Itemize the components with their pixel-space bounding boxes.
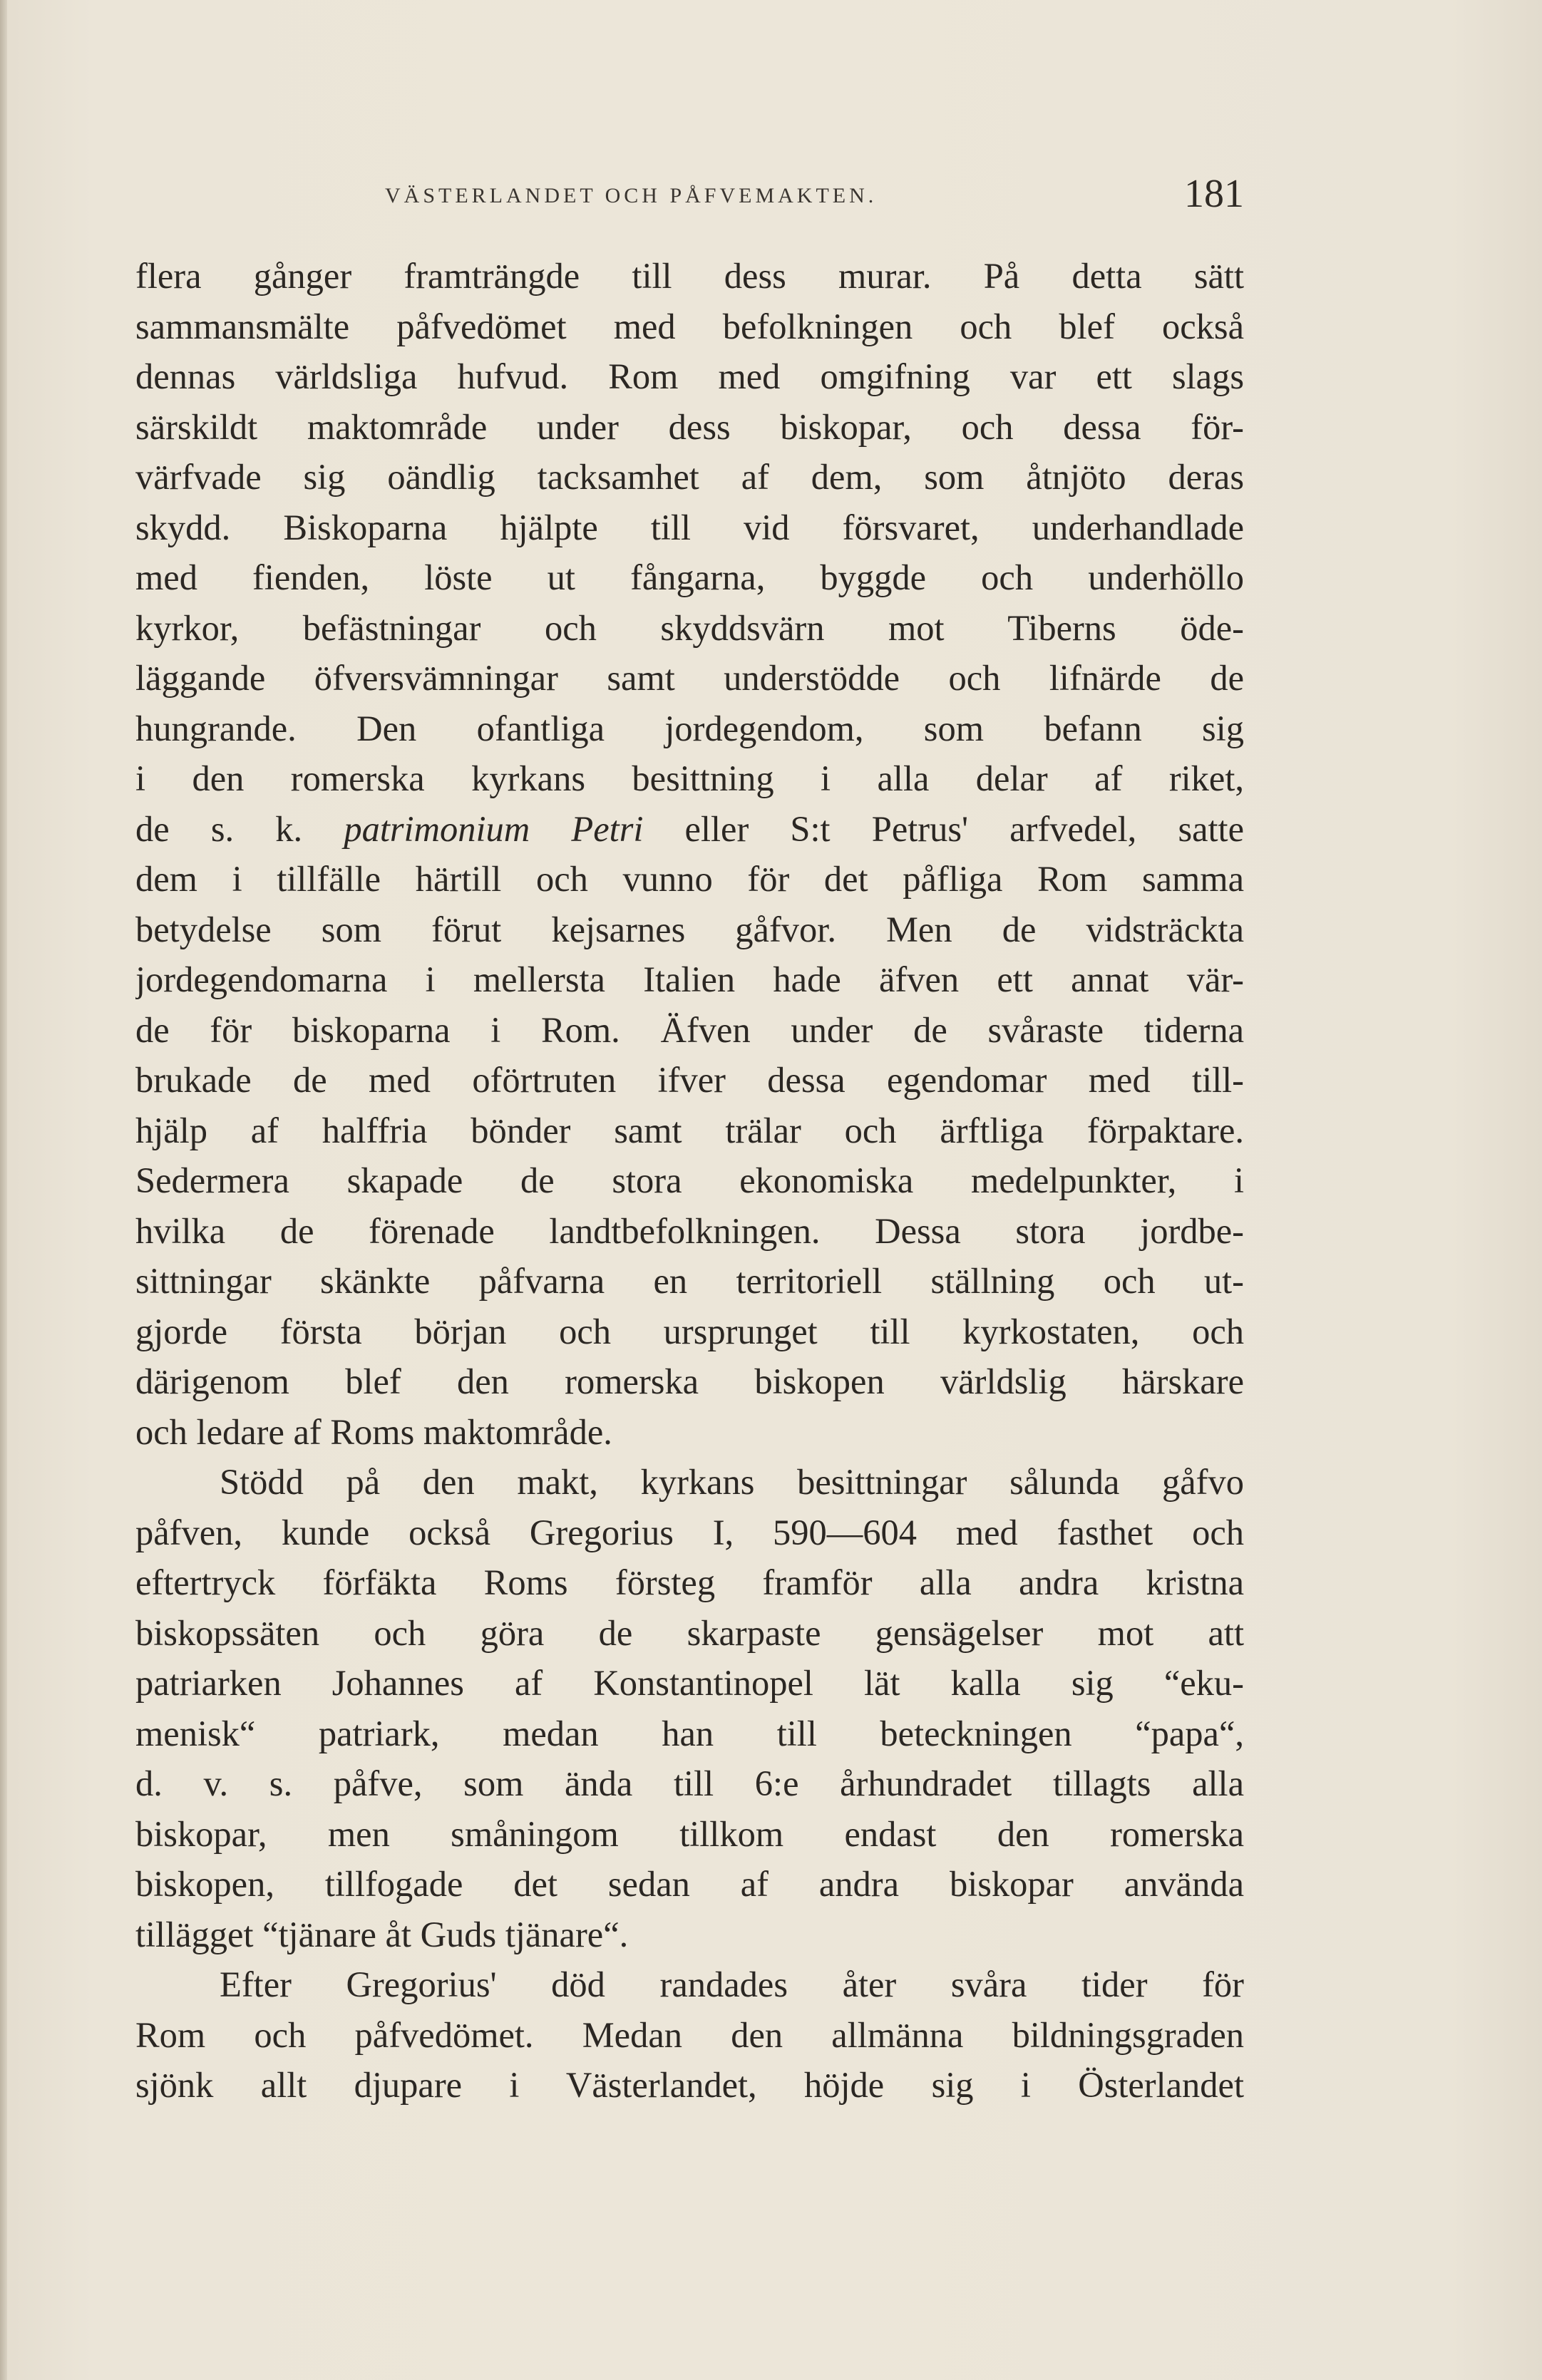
body-text bbox=[135, 251, 1244, 2111]
text-line: brukade de med oförtruten ifver dessa egendomar med till- bbox=[135, 1060, 1244, 1100]
text-line: de för biskoparna i Rom. Äfven under de svåraste tiderna bbox=[135, 1009, 1244, 1050]
text-line: biskopar, men småningom tillkom endast den romerska bbox=[135, 1813, 1244, 1854]
text-line: skydd. Biskoparna hjälpte till vid försvaret, underhandlade bbox=[135, 507, 1244, 547]
text-line: dem i tillfälle härtill och vunno för det påfliga Rom samma bbox=[135, 859, 1244, 899]
text-line: dennas världsliga hufvud. Rom med omgifning var ett slags bbox=[135, 356, 1244, 396]
text-line-paragraph-start: Stödd på den makt, kyrkans besittningar sålunda gåfvo bbox=[220, 1462, 1244, 1502]
page-header bbox=[135, 171, 1244, 228]
text-line: jordegendomarna i mellersta Italien hade äfven ett annat vär- bbox=[135, 959, 1244, 999]
text-line-paragraph-start: Efter Gregorius' död randades åter svåra tider för bbox=[220, 1964, 1244, 2004]
text-line: med fienden, löste ut fångarna, byggde och underhöllo bbox=[135, 557, 1244, 597]
text-line: d. v. s. påfve, som ända till 6:e århundradet tillagts alla bbox=[135, 1763, 1244, 1803]
line-start: de s. k. bbox=[135, 808, 344, 849]
text-line: Sedermera skapade de stora ekonomiska medelpunkter, i bbox=[135, 1160, 1244, 1200]
text-line: i den romerska kyrkans besittning i alla delar af riket, bbox=[135, 758, 1244, 798]
page-number: 181 bbox=[1184, 172, 1244, 216]
text-line: särskildt maktområde under dess biskopar, och dessa för- bbox=[135, 406, 1244, 447]
text-line: Rom och påfvedömet. Medan den allmänna bildningsgraden bbox=[135, 2014, 1244, 2055]
text-line: hjälp af halffria bönder samt trälar och ärftliga förpaktare. bbox=[135, 1110, 1244, 1150]
text-line-paragraph-end: och ledare af Roms maktområde. bbox=[135, 1411, 612, 1452]
text-line: hungrande. Den ofantliga jordegendom, som befann sig bbox=[135, 708, 1244, 748]
text-line: läggande öfversvämningar samt understödde och lifnärde de bbox=[135, 658, 1244, 698]
line-end: eller S:t Petrus' arfvedel, satte bbox=[643, 808, 1244, 849]
text-line: kyrkor, befästningar och skyddsvärn mot Tiberns öde- bbox=[135, 607, 1244, 648]
text-line: värfvade sig oändlig tacksamhet af dem, som åtnjöto deras bbox=[135, 457, 1244, 497]
text-line: menisk“ patriark, medan han till beteckningen “papa“, bbox=[135, 1713, 1244, 1753]
text-line: därigenom blef den romerska biskopen världslig härskare bbox=[135, 1361, 1244, 1401]
text-line: hvilka de förenade landtbefolkningen. Dessa stora jordbe- bbox=[135, 1210, 1244, 1251]
text-line: betydelse som förut kejsarnes gåfvor. Men de vidsträckta bbox=[135, 909, 1244, 949]
text-line: biskopen, tillfogade det sedan af andra biskopar använda bbox=[135, 1864, 1244, 1904]
text-line: sittningar skänkte påfvarna en territoriell ställning och ut- bbox=[135, 1261, 1244, 1301]
text-line: gjorde första början och ursprunget till kyrkostaten, och bbox=[135, 1311, 1244, 1351]
running-title: VÄSTERLANDET OCH PÅFVEMAKTEN. bbox=[385, 184, 878, 207]
page-edge-shadow bbox=[0, 0, 7, 2380]
text-line-paragraph-end: tillägget “tjänare åt Guds tjänare“. bbox=[135, 1914, 629, 1954]
text-line: sammansmälte påfvedömet med befolkningen och blef också bbox=[135, 306, 1244, 346]
text-line: patriarken Johannes af Konstantinopel lät kalla sig “eku- bbox=[135, 1663, 1244, 1703]
text-line: flera gånger framträngde till dess murar. På detta sätt bbox=[135, 256, 1244, 296]
text-line: sjönk allt djupare i Västerlandet, höjde sig i Österlandet bbox=[135, 2065, 1244, 2105]
italic-term: patrimonium Petri bbox=[344, 808, 644, 849]
text-line: påfven, kunde också Gregorius I, 590—604 med fasthet och bbox=[135, 1512, 1244, 1552]
text-line: biskopssäten och göra de skarpaste gensägelser mot att bbox=[135, 1612, 1244, 1653]
text-line: eftertryck förfäkta Roms försteg framför alla andra kristna bbox=[135, 1562, 1244, 1602]
text-line-with-italic bbox=[135, 804, 1244, 855]
